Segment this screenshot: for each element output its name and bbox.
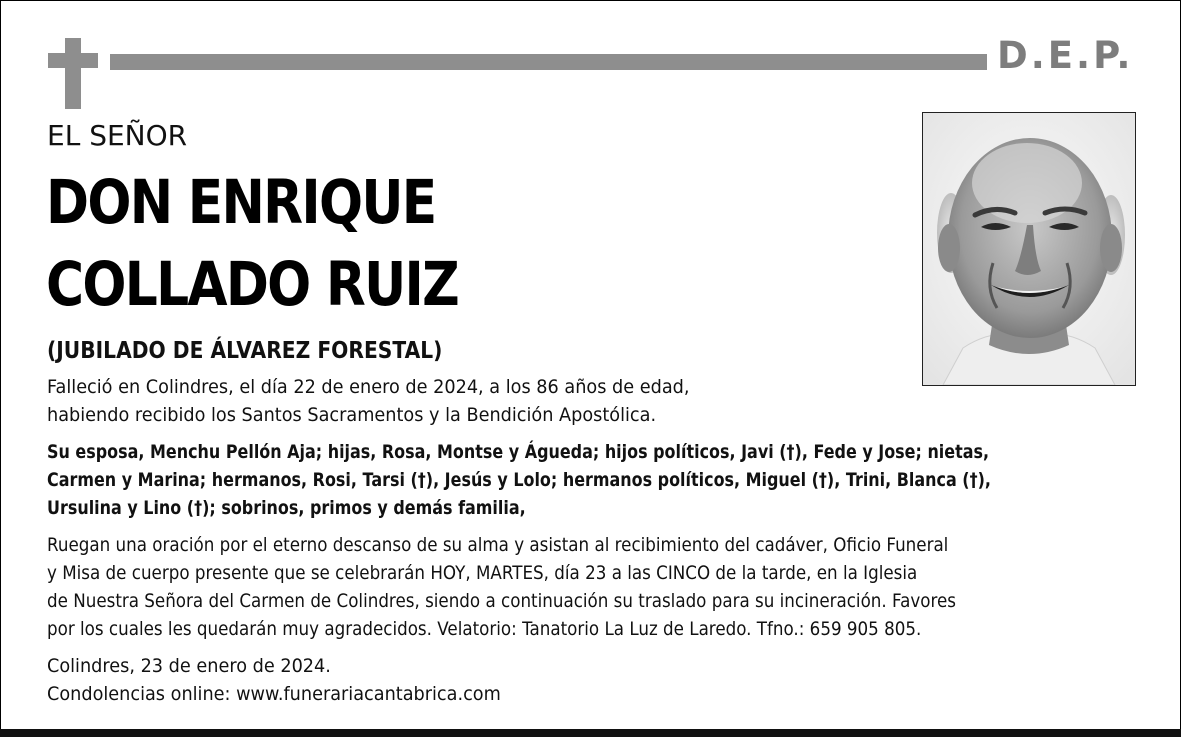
death-notice xyxy=(47,373,689,429)
dep-label: D.E.P. xyxy=(997,34,1134,77)
request-line: Ruegan una oración por el eterno descanso de su alma y asistan al recibimiento del cadáver, Oficio Funeral xyxy=(47,534,949,556)
request-line: por los cuales les quedarán muy agradecidos. Velatorio: Tanatorio La Luz de Laredo. Tfno.: 659 905 805. xyxy=(47,618,922,640)
death-notice-line: habiendo recibido los Santos Sacramentos y la Bendición Apostólica. xyxy=(47,404,657,426)
portrait-photo xyxy=(922,112,1136,386)
deceased-name-line2: COLLADO RUIZ xyxy=(46,249,459,320)
header-rule xyxy=(110,54,987,70)
occupation: (JUBILADO DE ÁLVAREZ FORESTAL) xyxy=(47,338,443,364)
deceased-name-line1: DON ENRIQUE xyxy=(46,167,436,238)
place-date: Colindres, 23 de enero de 2024. xyxy=(47,655,331,677)
family-line: Su esposa, Menchu Pellón Aja; hijas, Rosa, Montse y Águeda; hijos políticos, Javi (†), Fede y Jose; nietas, xyxy=(47,441,990,463)
condolences-line: Condolencias online: www.funerariacantabrica.com xyxy=(47,683,501,705)
footer xyxy=(47,652,501,708)
cross-icon xyxy=(48,38,98,109)
request-line: de Nuestra Señora del Carmen de Colindres, siendo a continuación su traslado para su incineración. Favores xyxy=(47,590,956,612)
family-list xyxy=(47,438,991,522)
bottom-bar xyxy=(0,729,1181,737)
honorific: EL SEÑOR xyxy=(47,119,188,152)
death-notice-line: Falleció en Colindres, el día 22 de enero de 2024, a los 86 años de edad, xyxy=(47,376,690,398)
family-line: Ursulina y Lino (†); sobrinos, primos y demás familia, xyxy=(47,497,526,519)
family-line: Carmen y Marina; hermanos, Rosi, Tarsi (†), Jesús y Lolo; hermanos políticos, Miguel (†), Trini, Blanca (†), xyxy=(47,469,991,491)
request-line: y Misa de cuerpo presente que se celebrarán HOY, MARTES, día 23 a las CINCO de la tarde, en la Iglesia xyxy=(47,562,918,584)
funeral-request xyxy=(47,531,956,643)
